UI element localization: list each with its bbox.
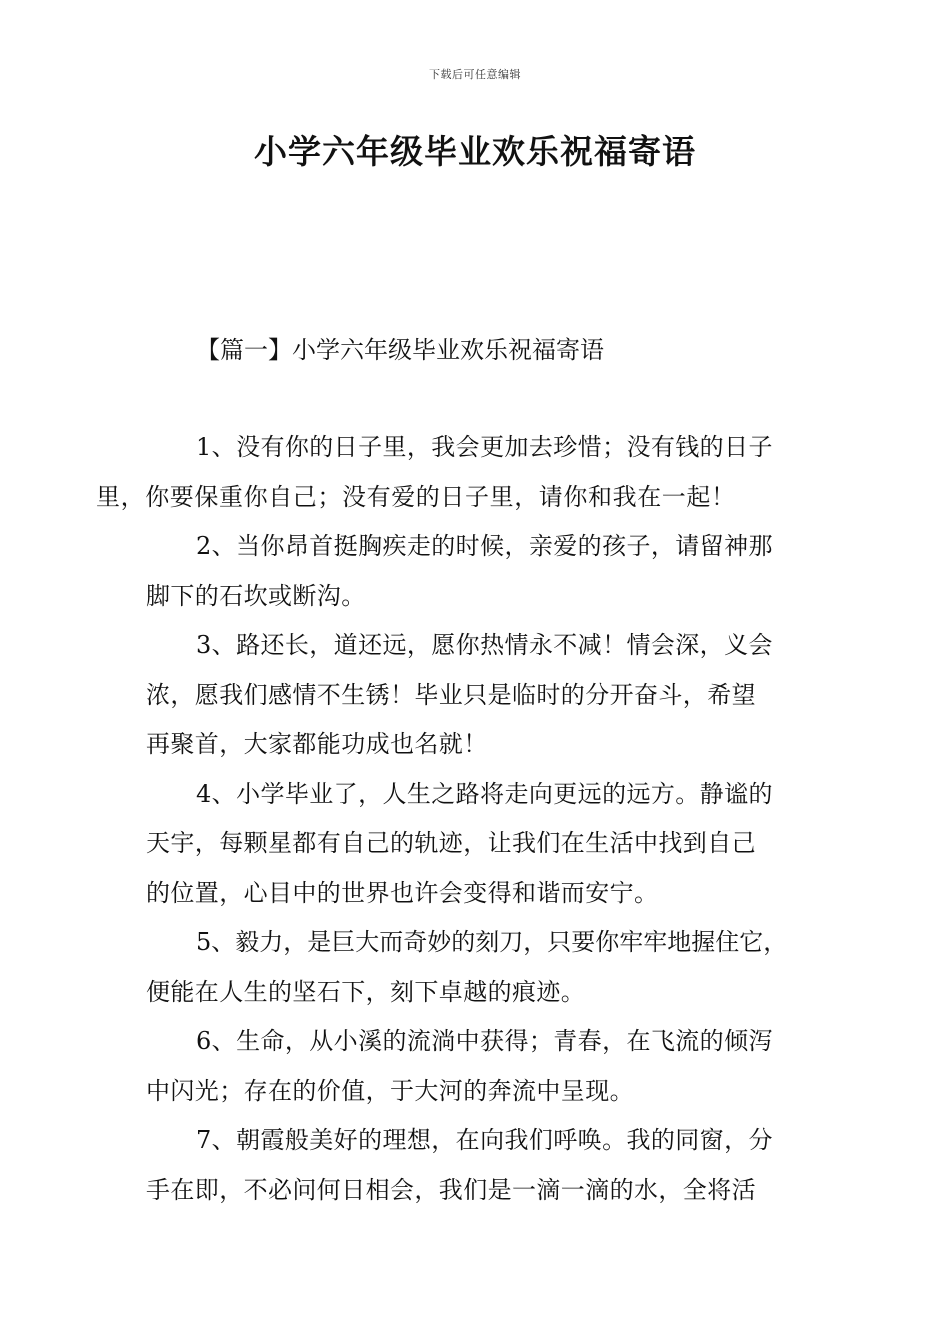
paragraph-5 [146,918,810,1017]
paragraph-7 [146,1116,810,1215]
paragraph-3 [146,621,810,770]
page-title: 小学六年级毕业欢乐祝福寄语 [254,132,696,171]
paragraph-line: 浓，愿我们感情不生锈！毕业只是临时的分开奋斗，希望 [146,680,756,709]
paragraph-line: 2、当你昂首挺胸疾走的时候，亲爱的孩子，请留神那 [196,532,773,560]
paragraph-line: 里，你要保重你自己；没有爱的日子里，请你和我在一起！ [96,482,736,511]
header-note: 下载后可任意编辑 [429,68,521,81]
paragraph-1 [96,423,810,522]
paragraph-4 [146,770,810,919]
paragraph-line: 手在即，不必问何日相会，我们是一滴一滴的水，全将活 [146,1175,756,1204]
document-body [96,423,810,1215]
paragraph-line: 的位置，心目中的世界也许会变得和谐而安宁。 [146,878,659,907]
paragraph-line: 6、生命，从小溪的流淌中获得；青春，在飞流的倾泻 [196,1027,773,1055]
paragraph-line: 天宇，每颗星都有自己的轨迹，让我们在生活中找到自己 [146,829,756,857]
paragraph-line: 3、路还长，道还远，愿你热情永不减！情会深，义会 [196,631,773,659]
section-heading: 【篇一】小学六年级毕业欢乐祝福寄语 [196,336,604,364]
paragraph-line: 7、朝霞般美好的理想，在向我们呼唤。我的同窗，分 [196,1126,773,1154]
paragraph-6 [146,1017,810,1116]
paragraph-line: 5、毅力，是巨大而奇妙的刻刀，只要你牢牢地握住它， [196,928,788,956]
paragraph-2 [146,522,810,621]
paragraph-line: 4、小学毕业了，人生之路将走向更远的远方。静谧的 [196,779,773,808]
paragraph-line: 便能在人生的坚石下，刻下卓越的痕迹。 [146,977,586,1006]
paragraph-line: 再聚首，大家都能功成也名就！ [146,730,488,758]
paragraph-line: 中闪光；存在的价值，于大河的奔流中呈现。 [146,1076,634,1105]
paragraph-line: 脚下的石坎或断沟。 [146,581,366,610]
paragraph-line: 1、没有你的日子里，我会更加去珍惜；没有钱的日子 [196,433,773,461]
